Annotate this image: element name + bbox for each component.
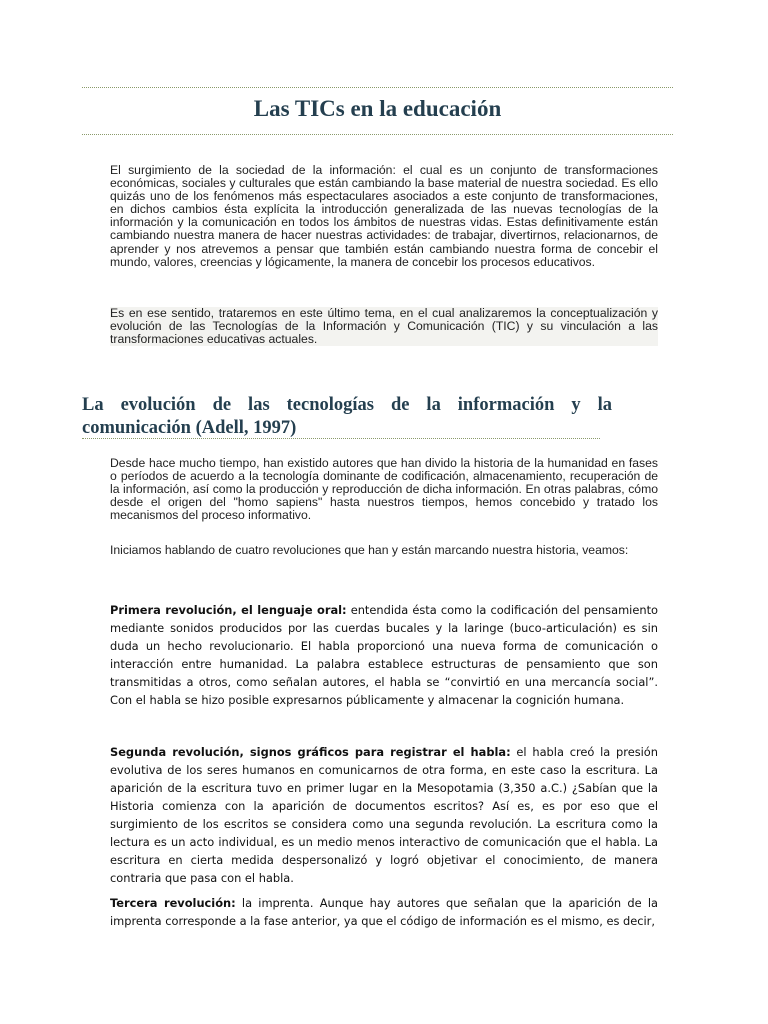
top-divider [82, 87, 673, 88]
revolution-paragraph-3: Tercera revolución: la imprenta. Aunque hay autores que señalan que la aparición de la imprenta corresponde a la fase anterior, ya que el código de información es el mismo, es decir, [110, 896, 658, 928]
section-paragraph-2: Iniciamos hablando de cuatro revoluciones que han y están marcando nuestra historia, veamos: [110, 543, 629, 557]
section-divider [82, 438, 600, 439]
intro-paragraph-2: Es en ese sentido, trataremos en este último tema, en el cual analizaremos la conceptualización y evolución de las Tecnologías de la Información y Comunicación (TIC) y su vinculación a las transformaciones educativas actuales. [110, 306, 658, 347]
title-divider [82, 134, 673, 135]
section-heading: La evolución de las tecnologías de la información y la comunicación (Adell, 1997) [82, 395, 612, 438]
section-paragraph-1: Desde hace mucho tiempo, han existido autores que han divido la historia de la humanidad en fases o períodos de acuerdo a la tecnología dominante de codificación, almacenamiento, recuperación de la información, así como la producción y reproducción de dicha información. En otras palabras, cómo desde el origen del "homo sapiens" hasta nuestros tiempos, hemos concebido y tratado los mecanismos del proceso informativo. [110, 456, 658, 523]
intro-paragraph-1: El surgimiento de la sociedad de la información: el cual es un conjunto de transformaciones económicas, sociales y culturales que están cambiando la base material de nuestra sociedad. Es ello quizás uno de los fenómenos más espectaculares asociados a este conjunto de transformaciones, en dichos cambios ésta explícita la introducción generalizada de las nuevas tecnologías de la información y la comunicación en todos los ámbitos de nuestras vidas. Estas definitivamente están cambiando nuestra manera de hacer nuestras actividades: de trabajar, divertirnos, relacionarnos, de aprender y nos atrevemos a pensar que también están cambiando nuestra forma de concebir el mundo, valores, creencias y lógicamente, la manera de concebir los procesos educativos. [110, 163, 658, 269]
page-title: Las TICs en la educación [253, 96, 502, 121]
revolution-paragraph-2: Segunda revolución, signos gráficos para registrar el habla: el habla creó la presión evolutiva de los seres humanos en comunicarnos de otra forma, en este caso la escritura. La aparición de la escritura tuvo en primer lugar en la Mesopotamia (3,350 a.C.) ¿Sabían que la Historia comienza con la aparición de documentos escritos? Así es, es por eso que el surgimiento de los escritos se considera como una segunda revolución. La escritura como la lectura es un acto individual, es un medio menos interactivo de comunicación que el habla. La escritura en cierta medida despersonalizó y logró objetivar el conocimiento, de manera contraria que pasa con el habla. [110, 745, 658, 885]
revolution-paragraph-1: Primera revolución, el lenguaje oral: entendida ésta como la codificación del pensamiento mediante sonidos producidos por las cuerdas bucales y la laringe (buco-articulación) es sin duda un hecho revolucionario. El habla proporcionó una nueva forma de comunicación o interacción entre humanidad. La palabra establece estructuras de pensamiento que son transmitidas a otros, como señalan autores, el habla se “convirtió en una mercancía social”. Con el habla se hizo posible expresarnos públicamente y almacenar la cognición humana. [110, 603, 658, 707]
